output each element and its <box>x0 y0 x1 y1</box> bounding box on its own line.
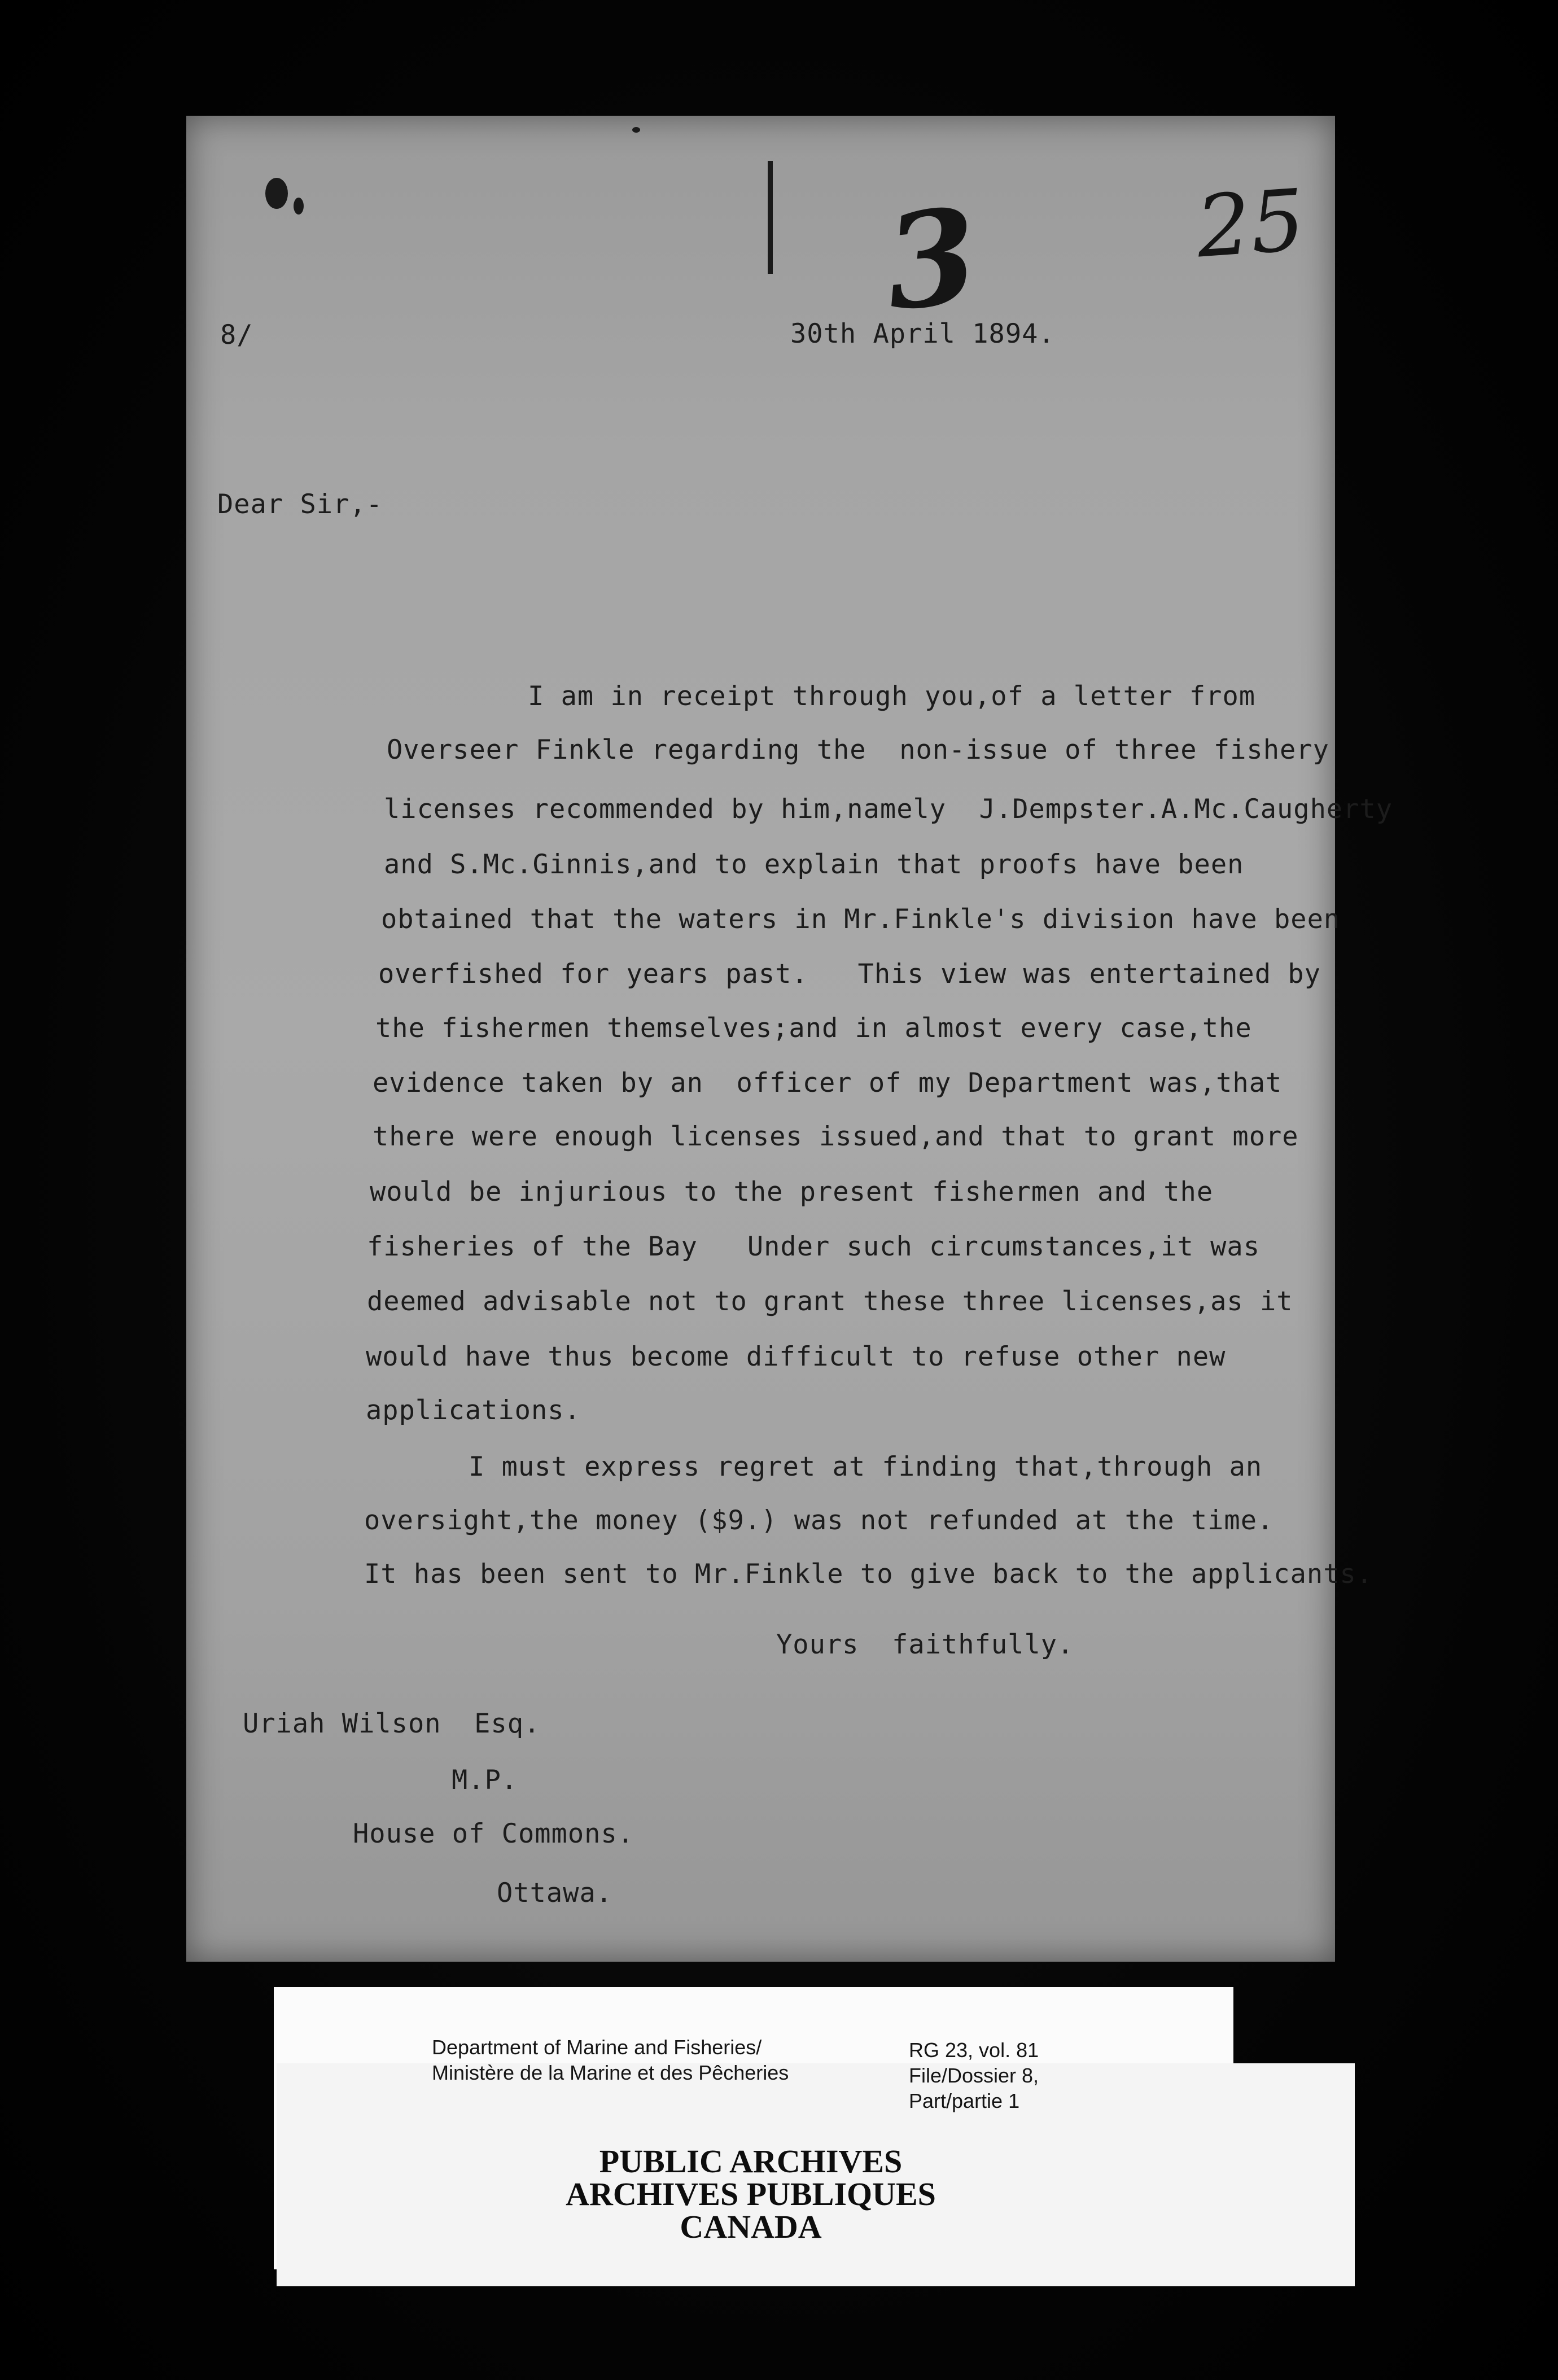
body-line: I must express regret at finding that,through an <box>469 1451 1263 1482</box>
archive-title-english: PUBLIC ARCHIVES <box>599 2143 903 2180</box>
letter-date: 30th April 1894. <box>790 318 1055 349</box>
body-line: would have thus become difficult to refuse other new <box>366 1341 1226 1372</box>
handwritten-page-number: 25 <box>1193 171 1308 277</box>
handwritten-number: 3 <box>878 179 984 340</box>
recipient-house: House of Commons. <box>353 1818 634 1849</box>
archive-title-french: ARCHIVES PUBLIQUES <box>566 2176 936 2212</box>
body-line: deemed advisable not to grant these three licenses,as it <box>367 1286 1293 1317</box>
pen-stroke-mark <box>768 161 773 274</box>
archive-country: CANADA <box>680 2208 822 2245</box>
body-line: the fishermen themselves;and in almost every case,the <box>375 1013 1252 1044</box>
archive-reference-file: File/Dossier 8, <box>909 2064 1039 2087</box>
body-line: It has been sent to Mr.Finkle to give back to the applicants. <box>364 1559 1373 1590</box>
film-blemish <box>265 178 288 209</box>
salutation: Dear Sir,- <box>217 489 383 520</box>
body-line: oversight,the money ($9.) was not refunded at the time. <box>364 1505 1274 1536</box>
film-blemish <box>294 198 304 215</box>
body-line: licenses recommended by him,namely J.Dempster.A.Mc.Caugherty <box>384 794 1393 825</box>
body-line: and S.Mc.Ginnis,and to explain that proofs have been <box>384 849 1244 880</box>
department-english: Department of Marine and Fisheries/ <box>432 2036 762 2059</box>
archive-reference-rg: RG 23, vol. 81 <box>909 2038 1039 2062</box>
body-line: overfished for years past. This view was entertained by <box>378 959 1321 990</box>
body-line: there were enough licenses issued,and that to grant more <box>373 1121 1299 1152</box>
body-line: I am in receipt through you,of a letter from <box>528 681 1256 712</box>
archive-reference-part: Part/partie 1 <box>909 2089 1020 2112</box>
closing: Yours faithfully. <box>776 1629 1074 1660</box>
film-blemish <box>632 127 640 133</box>
body-line: would be injurious to the present fishermen and the <box>370 1176 1214 1208</box>
body-line: evidence taken by an officer of my Department was,that <box>373 1068 1283 1099</box>
body-line: fisheries of the Bay Under such circumstances,it was <box>367 1231 1261 1262</box>
recipient-name: Uriah Wilson Esq. <box>243 1708 541 1739</box>
body-line: applications. <box>366 1395 581 1426</box>
recipient-title: M.P. <box>452 1765 518 1796</box>
file-reference: 8/ <box>220 320 253 351</box>
recipient-city: Ottawa. <box>497 1878 613 1909</box>
department-french: Ministère de la Marine et des Pêcheries <box>432 2061 789 2084</box>
body-line: obtained that the waters in Mr.Finkle's division have been <box>381 904 1341 935</box>
body-line: Overseer Finkle regarding the non-issue of three fishery <box>387 734 1329 765</box>
